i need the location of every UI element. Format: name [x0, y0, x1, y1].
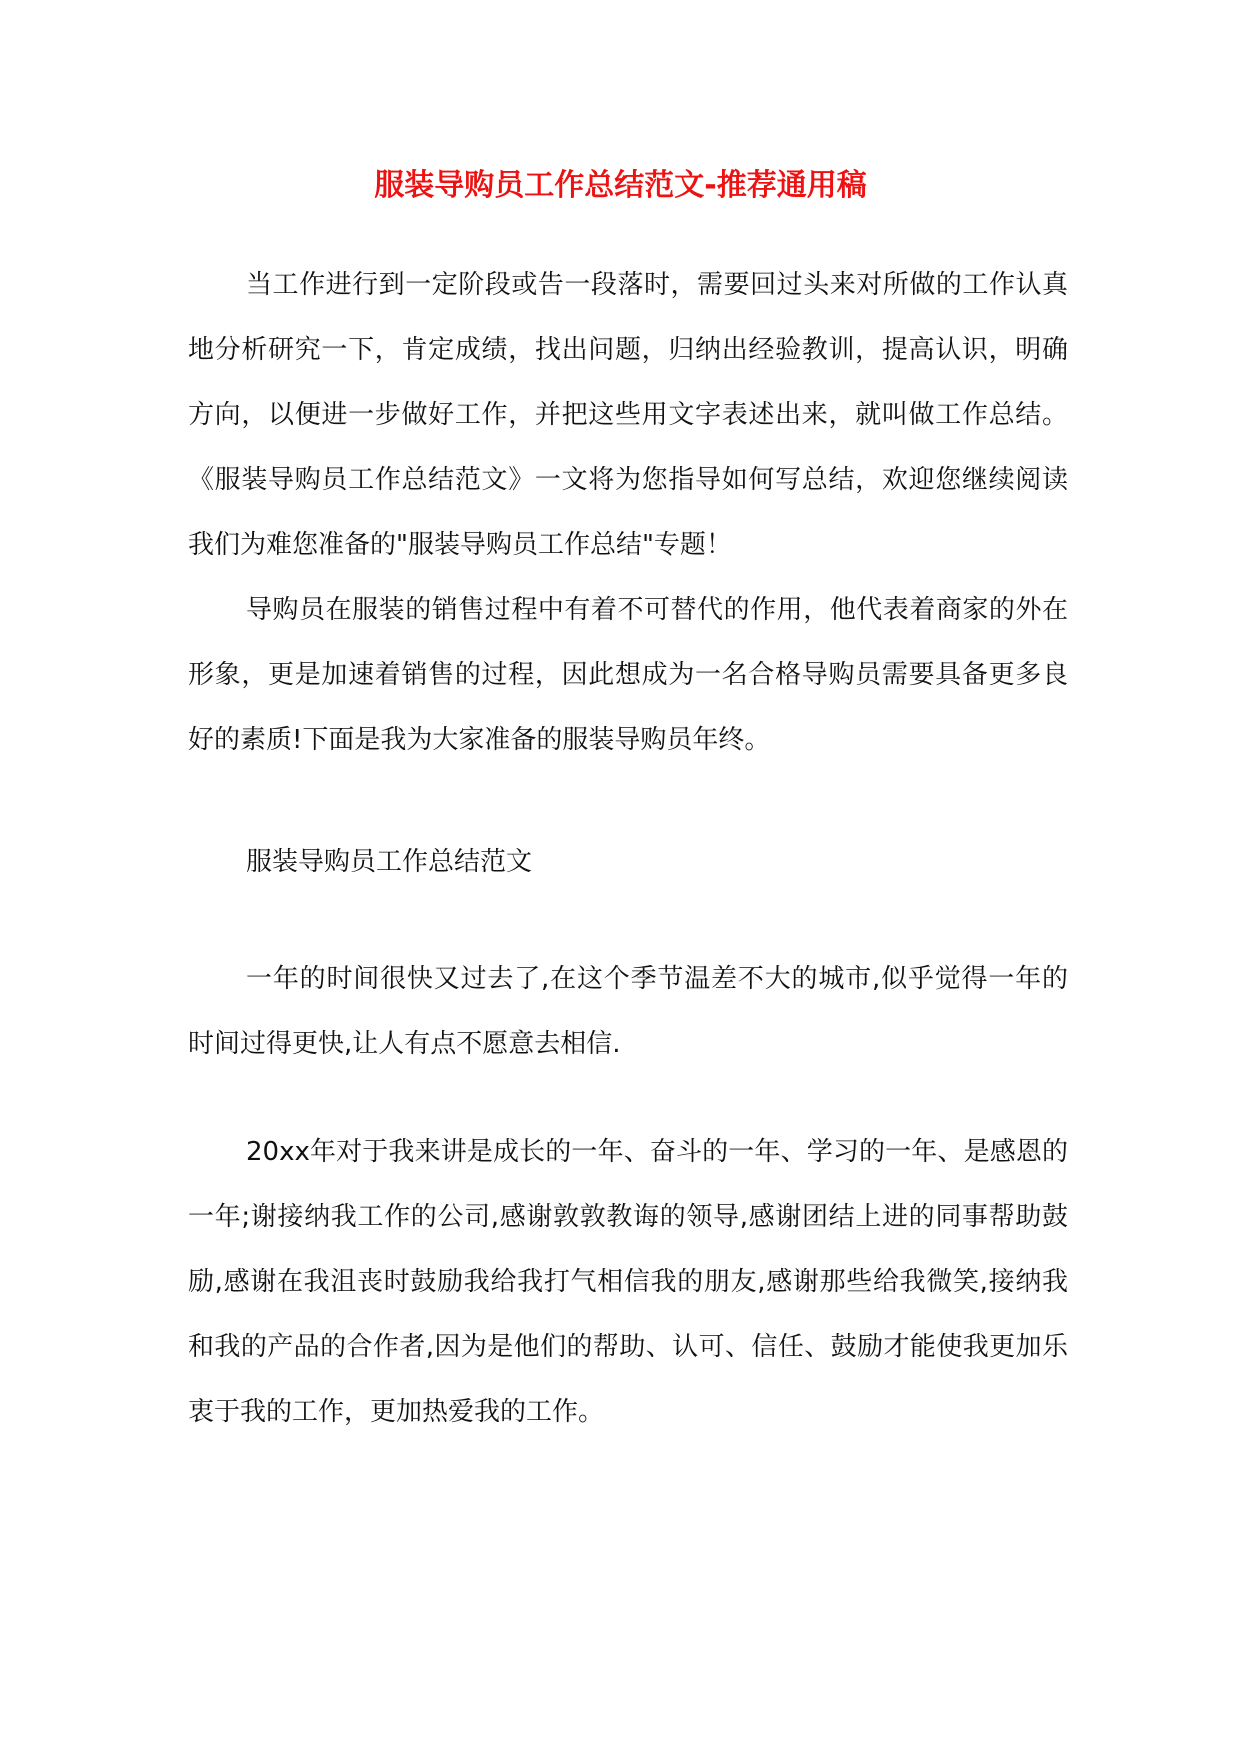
- paragraph-4: 20xx年对于我来讲是成长的一年、奋斗的一年、学习的一年、是感恩的一年;谢接纳我工作的公司,感谢敦敦教诲的领导,感谢团结上进的同事帮助鼓励,感谢在我沮丧时鼓励我给我打气相信我的朋友,感谢那些给我微笑,接纳我和我的产品的合作者,因为是他们的帮助、认可、信任、鼓励才能使我更加乐衷于我的工作，更加热爱我的工作。: [188, 1137, 1068, 1427]
- intro-section: [188, 253, 1068, 773]
- paragraph-3: 一年的时间很快又过去了,在这个季节温差不大的城市,似乎觉得一年的时间过得更快,让人有点不愿意去相信.: [188, 964, 1068, 1059]
- paragraph-4-block: [188, 1120, 1068, 1445]
- paragraph-2: 导购员在服装的销售过程中有着不可替代的作用，他代表着商家的外在形象，更是加速着销售的过程，因此想成为一名合格导购员需要具备更多良好的素质!下面是我为大家准备的服装导购员年终。: [188, 595, 1068, 755]
- intro-paragraph: 当工作进行到一定阶段或告一段落时，需要回过头来对所做的工作认真地分析研究一下，肯定成绩，找出问题，归纳出经验教训，提高认识，明确方向，以便进一步做好工作，并把这些用文字表述出来，就叫做工作总结。《服装导购员工作总结范文》一文将为您指导如何写总结，欢迎您继续阅读我们为难您准备的"服装导购员工作总结"专题！: [188, 270, 1068, 560]
- section-heading: 服装导购员工作总结范文: [246, 847, 533, 877]
- paragraph-3-block: [188, 947, 1068, 1077]
- document-title: 服装导购员工作总结范文-推荐通用稿: [374, 168, 867, 203]
